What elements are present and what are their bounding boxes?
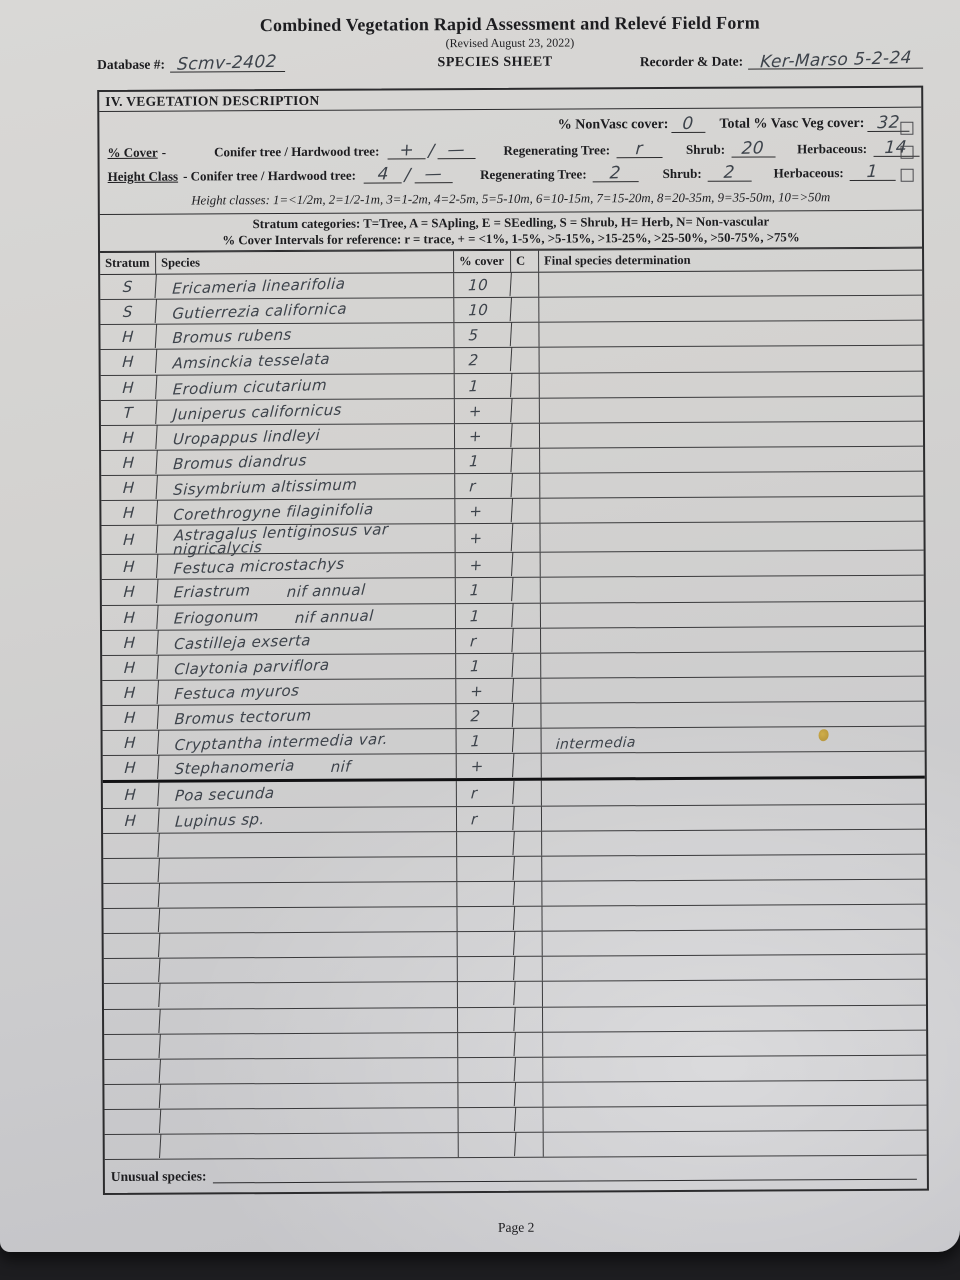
vasc-value: 32 [876, 112, 901, 134]
height-herb-blank [850, 161, 896, 183]
height-hardwood-value: — [423, 163, 443, 185]
cover-label: % Cover [107, 144, 158, 160]
nonvasc-line [99, 108, 921, 139]
stratum-cell: S [100, 299, 157, 325]
cover-regen-value: r [634, 139, 644, 160]
species-cell [158, 704, 456, 730]
species-cell [160, 932, 458, 958]
cover-cell: 1 [454, 373, 512, 399]
species-name: Eriogonum [173, 606, 260, 628]
cover-cell: 1 [455, 577, 513, 603]
species-cell [159, 832, 457, 858]
database-blank [170, 51, 285, 75]
c-cell [514, 831, 542, 855]
cover-cell: + [456, 678, 514, 704]
c-cell [515, 1007, 543, 1031]
stratum-cell [103, 983, 160, 1009]
vasc-label: Total % Vasc Veg cover: [719, 115, 865, 132]
species-cell [161, 1133, 459, 1159]
stratum-cell [103, 1008, 160, 1034]
stratum-cell: S [100, 274, 157, 300]
header-cover: % cover [454, 251, 511, 272]
stratum-cell [103, 933, 160, 959]
cover-cell: 1 [455, 603, 513, 629]
header-stratum: Stratum [100, 253, 156, 274]
header-final: Final species determination [544, 252, 691, 268]
c-cell [512, 474, 540, 498]
species-cell [159, 807, 457, 833]
height-herb-label: Herbaceous: [773, 165, 844, 181]
species-note: nif annual [285, 581, 366, 602]
species-name: Gutierrezia californica [171, 299, 348, 323]
cover-cell [457, 1007, 515, 1033]
species-cell [158, 604, 456, 630]
stratum-cell [103, 858, 160, 884]
c-cell [514, 882, 542, 906]
cover-cell: 1 [454, 448, 512, 474]
species-cell [161, 1108, 459, 1134]
header-c: C [511, 251, 539, 272]
species-cell [157, 474, 455, 500]
recorder-label: Recorder & Date: [639, 53, 744, 70]
species-name: Bromus rubens [171, 325, 293, 348]
stratum-cell: H [102, 755, 159, 781]
c-cell [514, 781, 542, 805]
c-cell [514, 806, 542, 830]
cover-cell: + [454, 398, 512, 424]
cover-conifer-blank [387, 140, 425, 161]
cover-cell [458, 1107, 516, 1133]
c-cell [513, 603, 541, 627]
cover-conifer-value: + [398, 140, 415, 161]
vegetation-description-box [97, 86, 929, 1195]
species-cell [156, 323, 454, 349]
species-cell [159, 781, 457, 807]
stratum-cell: H [100, 374, 157, 400]
c-cell [513, 628, 541, 652]
species-name: Stephanomeria [174, 756, 296, 779]
height-slash: / [404, 165, 412, 186]
species-cell [160, 1033, 458, 1059]
height-shrub-value: 2 [723, 162, 736, 183]
cover-cell [458, 1132, 516, 1158]
c-cell [511, 273, 539, 297]
c-cell [512, 449, 540, 473]
cover-cell: 2 [454, 347, 512, 373]
species-name: Festuca myuros [173, 681, 300, 704]
cover-cell: + [455, 552, 513, 578]
height-shrub-label: Shrub: [662, 165, 702, 182]
stratum-cell [103, 958, 160, 984]
cover-hardwood-value: — [447, 139, 466, 161]
nonvasc-value: 0 [682, 113, 695, 135]
cover-cell: + [455, 523, 514, 553]
species-name: Festuca microstachys [173, 554, 346, 579]
final-determination-cell: intermedia [555, 734, 637, 754]
stratum-key-box [100, 210, 922, 252]
cover-cell [456, 831, 514, 857]
c-cell [511, 298, 539, 322]
stratum-cell: H [101, 475, 158, 501]
c-cell [511, 323, 539, 347]
c-cell [515, 982, 543, 1006]
stratum-cell: H [101, 604, 158, 630]
species-cell [160, 1058, 458, 1084]
species-cell [159, 882, 457, 908]
species-name: Poa secunda [174, 784, 275, 806]
species-cell [160, 957, 458, 983]
cover-cell [458, 1082, 516, 1108]
cover-slash: / [427, 141, 436, 162]
species-cell [157, 520, 455, 559]
cover-cell [458, 1032, 516, 1058]
cover-hardwood-blank [437, 139, 475, 161]
species-name: Cryptantha intermedia var. [174, 730, 389, 755]
species-cell [159, 729, 457, 755]
cover-shrub-label: Shrub: [685, 141, 726, 157]
stratum-cell: H [101, 500, 158, 526]
c-cell [515, 1032, 543, 1056]
species-name: Eriastrum [173, 581, 251, 602]
cover-regen-blank [616, 139, 662, 160]
c-cell [513, 679, 541, 703]
c-cell [516, 1133, 544, 1157]
c-cell [514, 907, 542, 931]
stratum-cell: H [100, 425, 157, 451]
species-cell [157, 424, 455, 450]
cover-intervals-line: % Cover Intervals for reference: r = trace, + = <1%, 1-5%, >5-15%, >15-25%, >25-50%, >50-75%, >75% [222, 230, 800, 248]
c-cell [513, 653, 541, 677]
cover-herb-label: Herbaceous: [797, 140, 868, 157]
stratum-cell [104, 1059, 161, 1085]
form-header-row [97, 47, 923, 75]
species-note: nif annual [294, 606, 375, 627]
species-name: Corethrogyne filaginifolia [172, 500, 375, 525]
stratum-cell: H [102, 705, 159, 731]
cover-regen-label: Regenerating Tree: [503, 142, 611, 158]
species-cell [159, 754, 457, 780]
cover-cell: 1 [456, 728, 514, 754]
height-label-rest: - Conifer tree / Hardwood tree: [183, 167, 357, 184]
cover-cell: + [456, 753, 514, 779]
database-value: Scmv-2402 [177, 51, 278, 75]
height-label: Height Class [107, 168, 179, 184]
c-cell [515, 957, 543, 981]
cover-conifer-label: Conifer tree / Hardwood tree: [214, 143, 380, 160]
c-cell [512, 524, 540, 552]
species-name: Amsinckia tesselata [172, 350, 331, 373]
c-cell [513, 704, 541, 728]
height-conifer-value: 4 [376, 164, 390, 185]
cover-cell [457, 956, 515, 982]
species-name: Bromus tectorum [173, 706, 313, 729]
species-cell [158, 629, 456, 655]
species-name: Astragalus lentiginosus var nigricalycis [172, 520, 389, 559]
nonvasc-label: % NonVasc cover: [557, 117, 669, 133]
section-title: IV. VEGETATION DESCRIPTION [99, 88, 921, 112]
c-cell [515, 932, 543, 956]
stratum-cell: H [102, 730, 159, 756]
header-species: Species [156, 251, 454, 274]
c-cell [515, 1057, 543, 1081]
cover-cell: r [456, 780, 514, 806]
species-name: Lupinus sp. [174, 809, 266, 831]
species-cell [156, 298, 454, 324]
species-name: Claytonia parviflora [173, 655, 331, 679]
database-field [97, 51, 367, 75]
species-table-body [100, 271, 927, 1160]
checkbox-icon [900, 122, 913, 135]
c-cell [514, 856, 542, 880]
cover-cell: 1 [456, 653, 514, 679]
c-cell [515, 1083, 543, 1107]
stratum-cell [103, 908, 160, 934]
cover-cell [457, 981, 515, 1007]
stratum-cell [102, 833, 159, 859]
species-note: nif [330, 757, 352, 777]
stratum-cell [103, 883, 160, 909]
stratum-cell: H [100, 450, 157, 476]
stratum-cell: H [101, 630, 158, 656]
cover-cell: 10 [454, 297, 512, 323]
c-cell [514, 729, 542, 753]
cover-cell: r [455, 628, 513, 654]
stratum-cell: T [100, 400, 157, 426]
unusual-species-blank [212, 1165, 916, 1184]
c-cell [513, 578, 541, 602]
stratum-cell: H [102, 680, 159, 706]
height-classes-key: Height classes: 1=<1/2m, 2=1/2-1m, 3=1-2m, 4=2-5m, 5=5-10m, 6=10-15m, 7=15-20m, 8=20-35m, 9=35-50m, 10=>50m [191, 190, 831, 208]
height-conifer-blank [364, 164, 402, 185]
stratum-cell: H [101, 554, 158, 580]
species-cell [159, 857, 457, 883]
stratum-cell: H [102, 807, 159, 833]
c-cell [512, 423, 540, 447]
c-cell [512, 373, 540, 397]
recorder-field [623, 47, 923, 73]
height-regen-blank [593, 163, 639, 184]
cover-cell: + [454, 423, 512, 449]
sheet-name: SPECIES SHEET [437, 54, 553, 71]
stratum-cell: H [100, 349, 157, 375]
cover-cell: + [455, 498, 513, 524]
revision-date: (Revised August 23, 2022) [445, 35, 575, 51]
c-cell [512, 348, 540, 372]
unusual-species-row [105, 1156, 927, 1193]
c-cell [514, 754, 542, 778]
database-label: Database #: [97, 56, 165, 72]
stratum-cell [104, 1084, 161, 1110]
species-cell [156, 273, 454, 299]
cover-label-dash: - [161, 144, 167, 160]
height-herb-value: 1 [866, 161, 879, 183]
form-title: Combined Vegetation Rapid Assessment and Relevé Field Form [259, 12, 760, 36]
c-cell [512, 499, 540, 523]
species-cell [159, 907, 457, 933]
cover-cell [457, 906, 515, 932]
height-regen-label: Regenerating Tree: [480, 166, 587, 182]
stratum-cell: H [100, 324, 157, 350]
species-cell [158, 679, 456, 705]
stratum-categories-line: Stratum categories: T=Tree, A = SApling, E = SEedling, S = Shrub, H= Herb, N= Non-vascular [252, 214, 770, 232]
recorder-blank [748, 47, 923, 73]
cover-shrub-value: 20 [741, 138, 765, 159]
recorder-value: Ker-Marso 5-2-24 [759, 47, 913, 73]
cover-cell [458, 1057, 516, 1083]
species-cell [158, 579, 456, 605]
height-shrub-blank [708, 162, 752, 183]
cover-cell [457, 931, 515, 957]
c-cell [512, 398, 540, 422]
cover-cell [457, 856, 515, 882]
cover-cell [457, 881, 515, 907]
cover-cell: 2 [456, 703, 514, 729]
cover-cell: 10 [454, 272, 512, 298]
species-cell [160, 982, 458, 1008]
nonvasc-blank [671, 113, 705, 135]
stratum-cell: H [101, 525, 159, 555]
checkbox-icon [901, 169, 914, 182]
species-cell [157, 374, 455, 400]
checkbox-icon [900, 146, 913, 159]
page-number: Page 2 [497, 1219, 535, 1235]
species-name: Ericameria linearifolia [171, 274, 346, 298]
species-cell [157, 399, 455, 425]
cover-cell: 5 [454, 322, 512, 348]
species-cell [160, 1008, 458, 1034]
unusual-species-label: Unusual species: [110, 1167, 207, 1184]
stratum-cell: H [102, 655, 159, 681]
cover-herb-value: 14 [884, 137, 908, 159]
stratum-cell [104, 1109, 161, 1135]
species-cell [160, 1083, 458, 1109]
species-name: Uropappus lindleyi [172, 425, 321, 449]
species-name: Juniperus californicus [172, 400, 343, 424]
stratum-cell [104, 1034, 161, 1060]
cover-cell: r [455, 473, 513, 499]
species-cell [158, 654, 456, 680]
species-name: Castilleja exserta [173, 630, 312, 653]
cover-cell: r [456, 806, 514, 832]
height-regen-value: 2 [609, 163, 622, 184]
stratum-cell: H [102, 782, 159, 808]
cover-shrub-blank [731, 138, 775, 159]
species-cell [157, 449, 455, 475]
species-cell [157, 349, 455, 375]
c-cell [513, 553, 541, 577]
stratum-cell [104, 1134, 161, 1160]
species-name: Bromus diandrus [172, 451, 308, 474]
height-hardwood-blank [414, 163, 452, 185]
stratum-cell: H [101, 579, 158, 605]
species-name: Sisymbrium altissimum [172, 475, 358, 499]
c-cell [516, 1108, 544, 1132]
species-name: Erodium cicutarium [172, 375, 328, 399]
